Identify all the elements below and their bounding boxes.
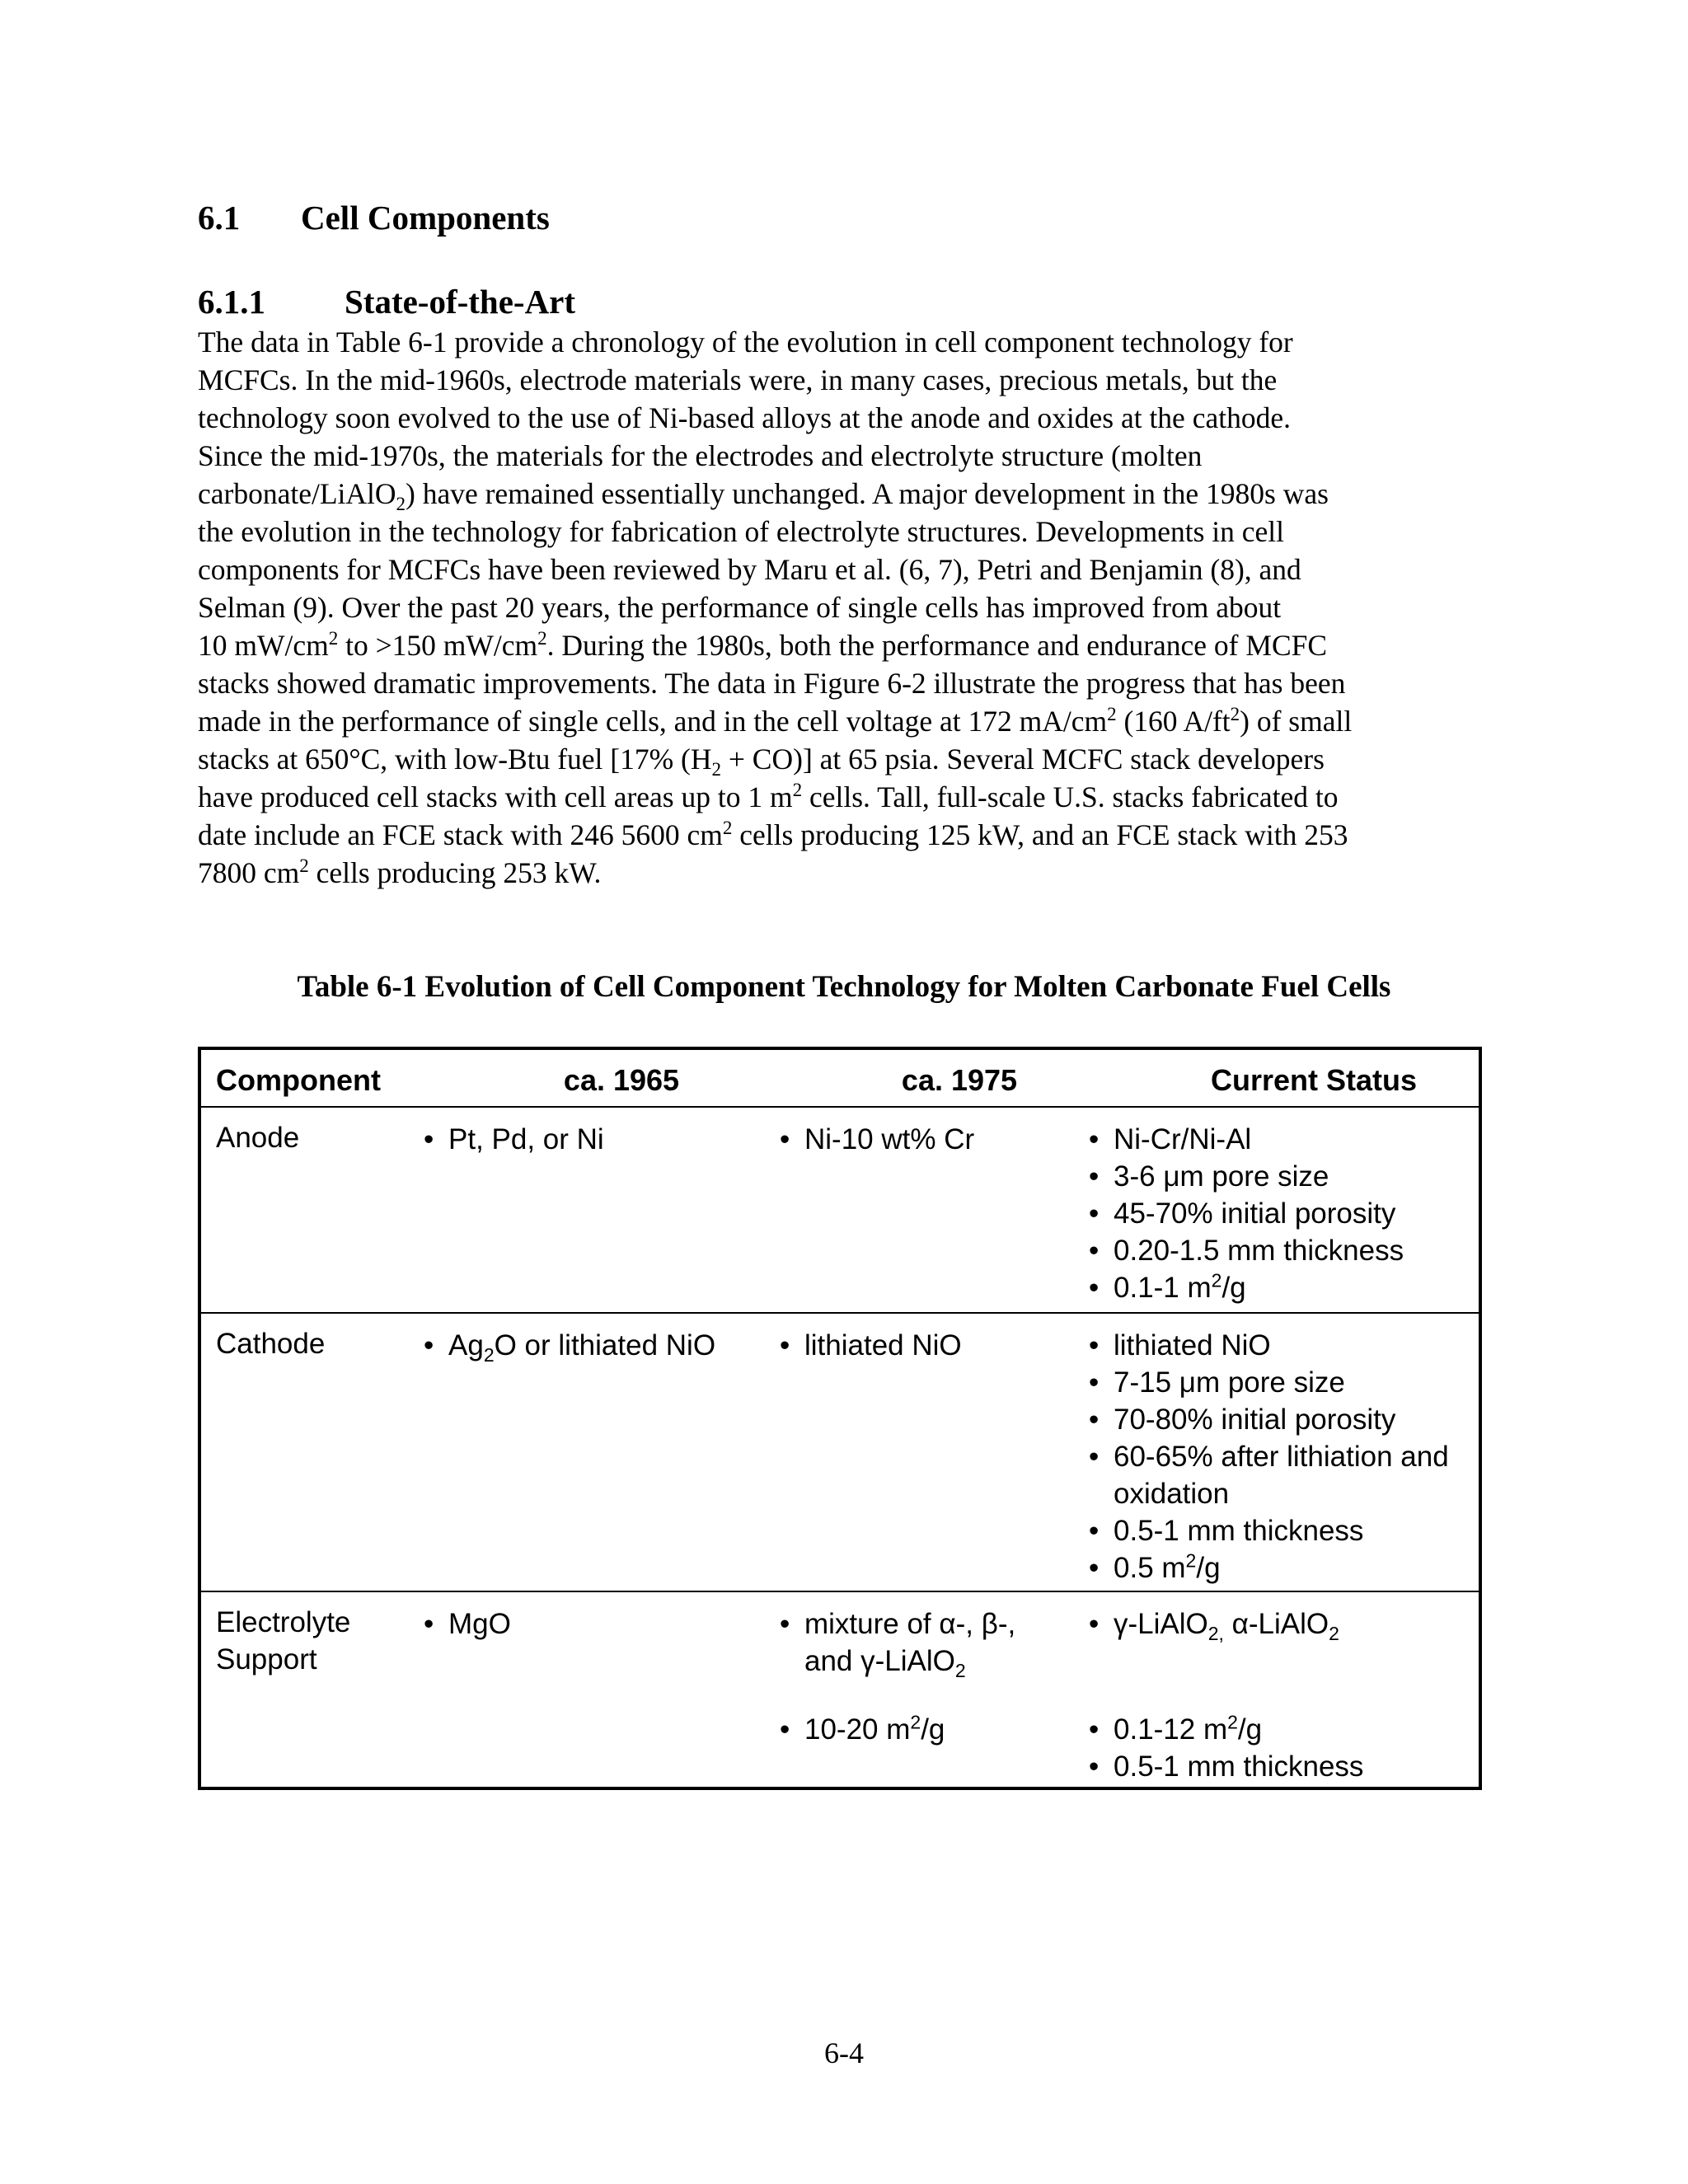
text-run: oxidation <box>1114 1478 1230 1510</box>
electrolyte-current <box>1087 1605 1363 1785</box>
text-run: + CO)] at 65 psia. Several MCFC stack developers <box>721 743 1325 776</box>
header-ca-1975: ca. 1975 <box>901 1063 1018 1097</box>
superscript: 2 <box>1227 1711 1238 1733</box>
paragraph-line: the evolution in the technology for fabrication of electrolyte structures. Developments in cell <box>198 515 1285 548</box>
paragraph-line <box>198 626 1500 664</box>
text-run: 7-15 <box>1114 1366 1179 1399</box>
beta-symbol: β <box>981 1608 998 1640</box>
paragraph-line: MCFCs. In the mid-1960s, electrode materials were, in many cases, precious metals, but the <box>198 363 1278 396</box>
mu-symbol: μ <box>1179 1366 1196 1399</box>
list-item <box>1087 1158 1404 1195</box>
component-table <box>198 1047 1482 1790</box>
electrolyte-1965 <box>422 1605 511 1643</box>
list-item <box>1087 1269 1404 1306</box>
superscript: 2 <box>1230 704 1240 725</box>
header-current-status: Current Status <box>1210 1063 1418 1097</box>
list-item: • Ni-10 wt% Cr <box>778 1121 974 1158</box>
text-run: cells producing 253 kW. <box>308 856 602 889</box>
row-label-electrolyte-support <box>216 1604 350 1678</box>
text-run: /g <box>1221 1272 1246 1304</box>
list-item <box>1087 1438 1449 1512</box>
page-number: 6-4 <box>824 2036 864 2069</box>
text-run: m pore size <box>1179 1160 1329 1193</box>
text-run: 0.5 m <box>1114 1552 1186 1584</box>
text-run: date include an FCE stack with 246 5600 cm <box>198 818 723 851</box>
text-run: . During the 1980s, both the performance and endurance of MCFC <box>546 629 1328 662</box>
text-run: /g <box>1196 1552 1221 1584</box>
text-line: Electrolyte <box>216 1606 351 1638</box>
text-run: to >150 mW/cm <box>338 629 538 662</box>
text-run: and <box>804 1645 861 1677</box>
text-run: Ag <box>448 1329 484 1361</box>
text-run: 0.1-1 m <box>1114 1272 1212 1304</box>
cathode-1965 <box>422 1327 715 1364</box>
superscript: 2 <box>1185 1549 1197 1572</box>
row-label-anode: Anode <box>216 1122 300 1154</box>
text-run: have produced cell stacks with cell areas up to 1 m <box>198 780 793 813</box>
paragraph-line <box>198 702 1500 740</box>
table-caption: Table 6-1 Evolution of Cell Component Technology for Molten Carbonate Fuel Cells <box>297 970 1391 1004</box>
list-item <box>1087 1711 1363 1748</box>
list-item <box>422 1327 715 1364</box>
paragraph-line <box>198 778 1500 816</box>
superscript: 2 <box>537 628 547 649</box>
text-run: made in the performance of single cells, and in the cell voltage at 172 mA/cm <box>198 705 1108 738</box>
list-item: • 70-80% initial porosity <box>1087 1401 1449 1438</box>
list-item <box>778 1711 1015 1748</box>
paragraph-line <box>198 475 1500 513</box>
list-item <box>1087 1605 1363 1643</box>
superscript: 2 <box>299 855 309 877</box>
text-run <box>1224 1608 1232 1640</box>
superscript: 2 <box>1211 1269 1222 1291</box>
text-run: -, <box>955 1608 982 1640</box>
subscript: 2 <box>396 494 406 515</box>
cathode-1975 <box>778 1327 962 1364</box>
superscript: 2 <box>722 818 733 839</box>
text-run: 10 mW/cm <box>198 629 329 662</box>
anode-1975 <box>778 1121 974 1158</box>
list-item: • Ni-Cr/Ni-Al <box>1087 1121 1404 1158</box>
paragraph-line: technology soon evolved to the use of Ni-based alloys at the anode and oxides at the cathode. <box>198 401 1291 434</box>
text-run: ) have remained essentially unchanged. A major development in the 1980s was <box>406 477 1329 510</box>
paragraph-line: Selman (9). Over the past 20 years, the performance of single cells has improved from about <box>198 591 1282 624</box>
text-run: carbonate/LiAlO <box>198 477 396 510</box>
list-item <box>1087 1549 1449 1586</box>
text-run: /g <box>1237 1713 1263 1746</box>
table-row-anode <box>201 1106 1479 1314</box>
anode-current <box>1087 1121 1404 1306</box>
gamma-symbol: γ <box>1114 1608 1128 1640</box>
subsection-heading <box>198 282 575 321</box>
table-row-cathode <box>201 1312 1479 1592</box>
text-run: 60-65% after lithiation and <box>1114 1441 1449 1473</box>
text-line: Support <box>216 1643 317 1675</box>
list-item: • lithiated NiO <box>778 1327 962 1364</box>
paragraph-line <box>198 740 1500 778</box>
text-run: stacks at 650°C, with low-Btu fuel [17% (H <box>198 743 712 776</box>
subscript: 2 <box>1329 1623 1339 1644</box>
subsection-number: 6.1.1 <box>198 283 265 321</box>
text-run: -LiAlO <box>1248 1608 1329 1640</box>
paragraph-line: components for MCFCs have been reviewed by Maru et al. (6, 7), Petri and Benjamin (8), and <box>198 553 1301 586</box>
superscript: 2 <box>910 1711 921 1733</box>
subscript: 2 <box>711 759 722 780</box>
text-run: -LiAlO <box>874 1645 955 1677</box>
list-item: • lithiated NiO <box>1087 1327 1449 1364</box>
list-item: • 0.5-1 mm thickness <box>1087 1748 1363 1785</box>
alpha-symbol: α <box>939 1608 956 1640</box>
section-number: 6.1 <box>198 199 241 237</box>
paragraph-line: The data in Table 6-1 provide a chronology of the evolution in cell component technology for <box>198 326 1293 359</box>
cathode-current <box>1087 1327 1449 1586</box>
superscript: 2 <box>792 780 803 801</box>
row-label-cathode: Cathode <box>216 1328 326 1360</box>
text-run: O or lithiated NiO <box>494 1329 716 1361</box>
mu-symbol: μ <box>1163 1160 1180 1193</box>
paragraph-line: Since the mid-1970s, the materials for the electrodes and electrolyte structure (molten <box>198 439 1203 472</box>
anode-1965 <box>422 1121 604 1158</box>
text-run: -LiAlO <box>1128 1608 1208 1640</box>
list-item <box>1087 1364 1449 1401</box>
table-header-row <box>201 1050 1479 1108</box>
list-item: • Pt, Pd, or Ni <box>422 1121 604 1158</box>
list-item: • 0.5-1 mm thickness <box>1087 1512 1449 1549</box>
paragraph-line <box>198 854 1500 892</box>
paragraph-line: stacks showed dramatic improvements. The data in Figure 6-2 illustrate the progress that has been <box>198 667 1346 700</box>
alpha-symbol: α <box>1231 1608 1249 1640</box>
subscript: 2 <box>483 1344 495 1366</box>
text-run: ) of small <box>1240 705 1353 738</box>
header-ca-1965: ca. 1965 <box>563 1063 680 1097</box>
text-run: 7800 cm <box>198 856 300 889</box>
text-run: 3-6 <box>1114 1160 1164 1193</box>
list-item: • 0.20-1.5 mm thickness <box>1087 1232 1404 1269</box>
subscript: 2 <box>954 1660 966 1681</box>
subsection-title: State-of-the-Art <box>345 283 576 321</box>
gamma-symbol: γ <box>860 1645 875 1677</box>
text-run: 0.1-12 m <box>1114 1713 1228 1746</box>
list-item <box>778 1605 1015 1680</box>
text-run: cells producing 125 kW, and an FCE stack with 253 <box>732 818 1348 851</box>
text-run: mixture of <box>804 1608 940 1640</box>
table-row-electrolyte-support <box>201 1591 1479 1788</box>
section-heading <box>198 198 550 237</box>
list-item: • MgO <box>422 1605 511 1643</box>
section-title: Cell Components <box>301 199 550 237</box>
subscript: 2, <box>1207 1623 1224 1644</box>
list-item: • 45-70% initial porosity <box>1087 1195 1404 1232</box>
paragraph-line <box>198 816 1500 854</box>
text-run: -, <box>997 1608 1016 1640</box>
text-run: 10-20 m <box>804 1713 911 1746</box>
electrolyte-1975 <box>778 1605 1015 1748</box>
body-paragraph <box>198 323 1500 892</box>
superscript: 2 <box>328 628 339 649</box>
text-run: (160 A/ft <box>1116 705 1231 738</box>
text-run: cells. Tall, full-scale U.S. stacks fabricated to <box>802 780 1339 813</box>
text-run: /g <box>921 1713 945 1746</box>
text-run: m pore size <box>1195 1366 1345 1399</box>
header-component: Component <box>216 1063 381 1097</box>
superscript: 2 <box>1107 704 1117 725</box>
